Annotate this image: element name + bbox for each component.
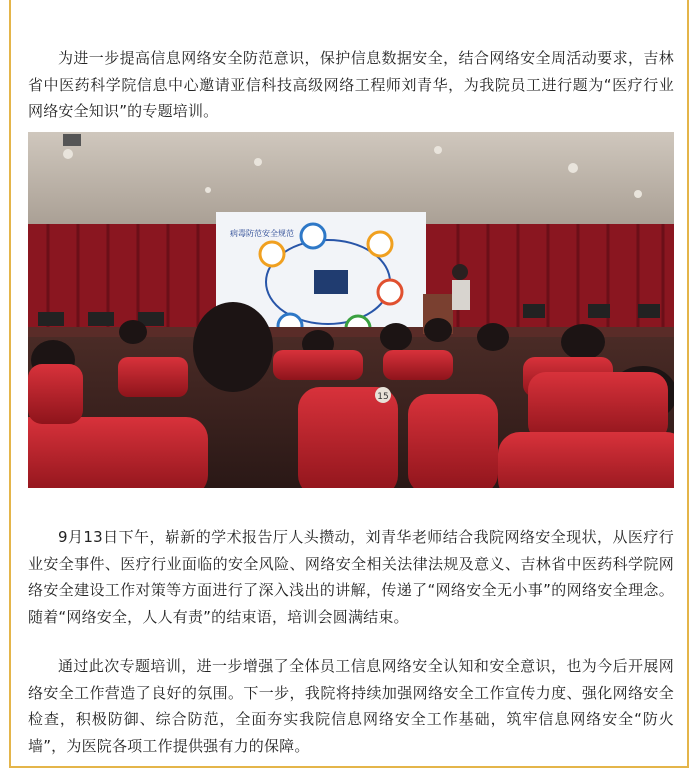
intro-paragraph: 为进一步提高信息网络安全防范意识，保护信息数据安全，结合网络安全周活动要求，吉林省中医药科学院信息中心邀请亚信科技高级网络工程师刘青华，为我院员工进行题为“医疗行业网络安全知识”的专题培训。	[28, 49, 674, 120]
seat-number: 15	[377, 392, 389, 402]
event-paragraph: 9月13日下午，崭新的学术报告厅人头攒动，刘青华老师结合我院网络安全现状，从医疗行业安全事件、医疗行业面临的安全风险、网络安全相关法律法规及意义、吉林省中医药科学院网络安全建设工作对策等方面进行了深入浅出的讲解，传递了“网络安全无小事”的网络安全理念。随着“网络安全，人人有责”的结束语，培训会圆满结束。	[28, 528, 674, 626]
lecture-hall-illustration	[28, 132, 674, 488]
camera-icon	[63, 134, 81, 146]
slide-title: 病毒防范安全规范	[230, 229, 294, 238]
training-photo	[28, 132, 674, 488]
conclusion-paragraph: 通过此次专题培训，进一步增强了全体员工信息网络安全认知和安全意识，也为今后开展网络安全工作营造了良好的氛围。下一步，我院将持续加强网络安全工作宣传力度、强化网络安全检查，积极防御、综合防范，全面夯实我院信息网络安全工作基础，筑牢信息网络安全“防火墙”，为医院各项工作提供强有力的保障。	[28, 657, 674, 755]
seat-number-badge	[375, 387, 391, 403]
